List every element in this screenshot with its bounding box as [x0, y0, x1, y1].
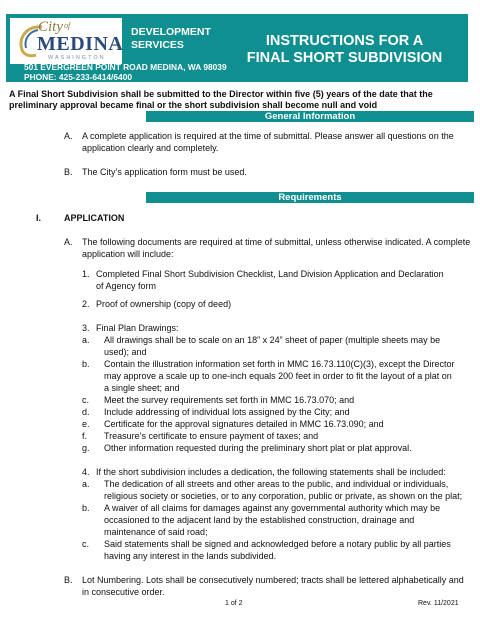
item-3a-text: All drawings shall be to scale on an 18” x 24” sheet of paper (multiple sheets may be used); and — [104, 335, 441, 357]
title-line-1: INSTRUCTIONS FOR A — [265, 33, 424, 49]
page-number: 1 of 2 — [225, 600, 243, 607]
document-title — [232, 33, 457, 67]
revision-date: Rev. 11/2021 — [418, 600, 459, 607]
item-3a-label: a. — [82, 335, 90, 345]
logo-washington-text: WASHINGTON — [48, 55, 106, 61]
item-4c-text: Said statements shall be signed and acknowledged before a notary public by all parties having any interest in the lands subdivided. — [104, 539, 451, 561]
req-a-text: The following documents are required at time of submittal, unless otherwise indicated. A complete application will include: — [82, 237, 471, 259]
general-a-label: A. — [64, 131, 73, 141]
item-3e-label: e. — [82, 419, 90, 429]
department-line-2: SERVICES — [131, 39, 184, 51]
logo-city-text: City — [38, 19, 63, 35]
item-1-text: Completed Final Short Subdivision Checklist, Land Division Application and Declaration of Agency form — [96, 269, 444, 291]
req-b-label: B. — [64, 575, 73, 585]
section-number: I. — [36, 213, 42, 223]
contact-info — [24, 62, 227, 82]
item-3-number: 3. — [82, 323, 90, 333]
item-2-text: Proof of ownership (copy of deed) — [96, 299, 232, 309]
item-3f-label: f. — [82, 431, 88, 441]
title-line-2: FINAL SHORT SUBDIVISION — [246, 50, 443, 66]
city-logo — [10, 18, 122, 64]
item-3e-text: Certificate for the approval signatures detailed in MMC 16.73.090; and — [104, 419, 384, 429]
general-b-text: The City’s application form must be used. — [82, 167, 247, 177]
item-4b-text: A waiver of all claims for damages against any governmental authority which may be occasioned to the adjacent land by the established construction, drainage and maintenance of said road; — [104, 503, 441, 537]
item-4a-label: a. — [82, 479, 90, 489]
item-3g-text: Other information requested during the preliminary short plat or plat approval. — [104, 443, 412, 453]
logo-medina-text: MEDINA — [37, 33, 124, 55]
address: 501 EVERGREEN POINT ROAD MEDINA, WA 98039 — [24, 62, 227, 72]
phone: PHONE: 425-233-6414/6400 — [24, 72, 133, 82]
item-4-number: 4. — [82, 467, 90, 477]
item-2-number: 2. — [82, 299, 90, 309]
department-name — [131, 26, 211, 52]
item-3b-text: Contain the illustration information set forth in MMC 16.73.110(C)(3), except the Director may approve a scale up to one-inch equals 200 feet in order to fit the layout of a plat on a single sheet; and — [104, 359, 455, 393]
requirements-heading: Requirements — [146, 192, 474, 203]
item-3d-label: d. — [82, 407, 90, 417]
item-4a-text: The dedication of all streets and other areas to the public, and individual or individuals, religious society or societies, or to any corporation, public or private, as shown on the plat; — [104, 479, 463, 501]
req-b-text: Lot Numbering. Lots shall be consecutively numbered; tracts shall be lettered alphabetically and in consecutive order. — [82, 575, 464, 597]
item-1-number: 1. — [82, 269, 90, 279]
item-3c-text: Meet the survey requirements set forth in MMC 16.73.070; and — [104, 395, 355, 405]
general-a-text: A complete application is required at the time of submittal. Please answer all questions on the application clearly and completely. — [82, 131, 454, 153]
logo-of-text: of — [64, 21, 71, 30]
req-a-label: A. — [64, 237, 73, 247]
department-line-1: DEVELOPMENT — [131, 26, 211, 38]
general-information-heading: General Information — [146, 111, 474, 122]
submission-notice: A Final Short Subdivision shall be submitted to the Director within five (5) years of the date that the preliminary approval became final or the short subdivision shall become null and void — [9, 89, 433, 110]
item-4b-label: b. — [82, 503, 90, 513]
item-3f-text: Treasure’s certificate to ensure payment of taxes; and — [104, 431, 319, 441]
item-3g-label: g. — [82, 443, 90, 453]
item-4-text: If the short subdivision includes a dedication, the following statements shall be included: — [96, 467, 446, 477]
item-4c-label: c. — [82, 539, 90, 549]
item-3c-label: c. — [82, 395, 90, 405]
item-3d-text: Include addressing of individual lots assigned by the City; and — [104, 407, 350, 417]
item-3b-label: b. — [82, 359, 90, 369]
section-title: APPLICATION — [64, 213, 125, 223]
general-b-label: B. — [64, 167, 73, 177]
item-3-text: Final Plan Drawings: — [96, 323, 179, 333]
